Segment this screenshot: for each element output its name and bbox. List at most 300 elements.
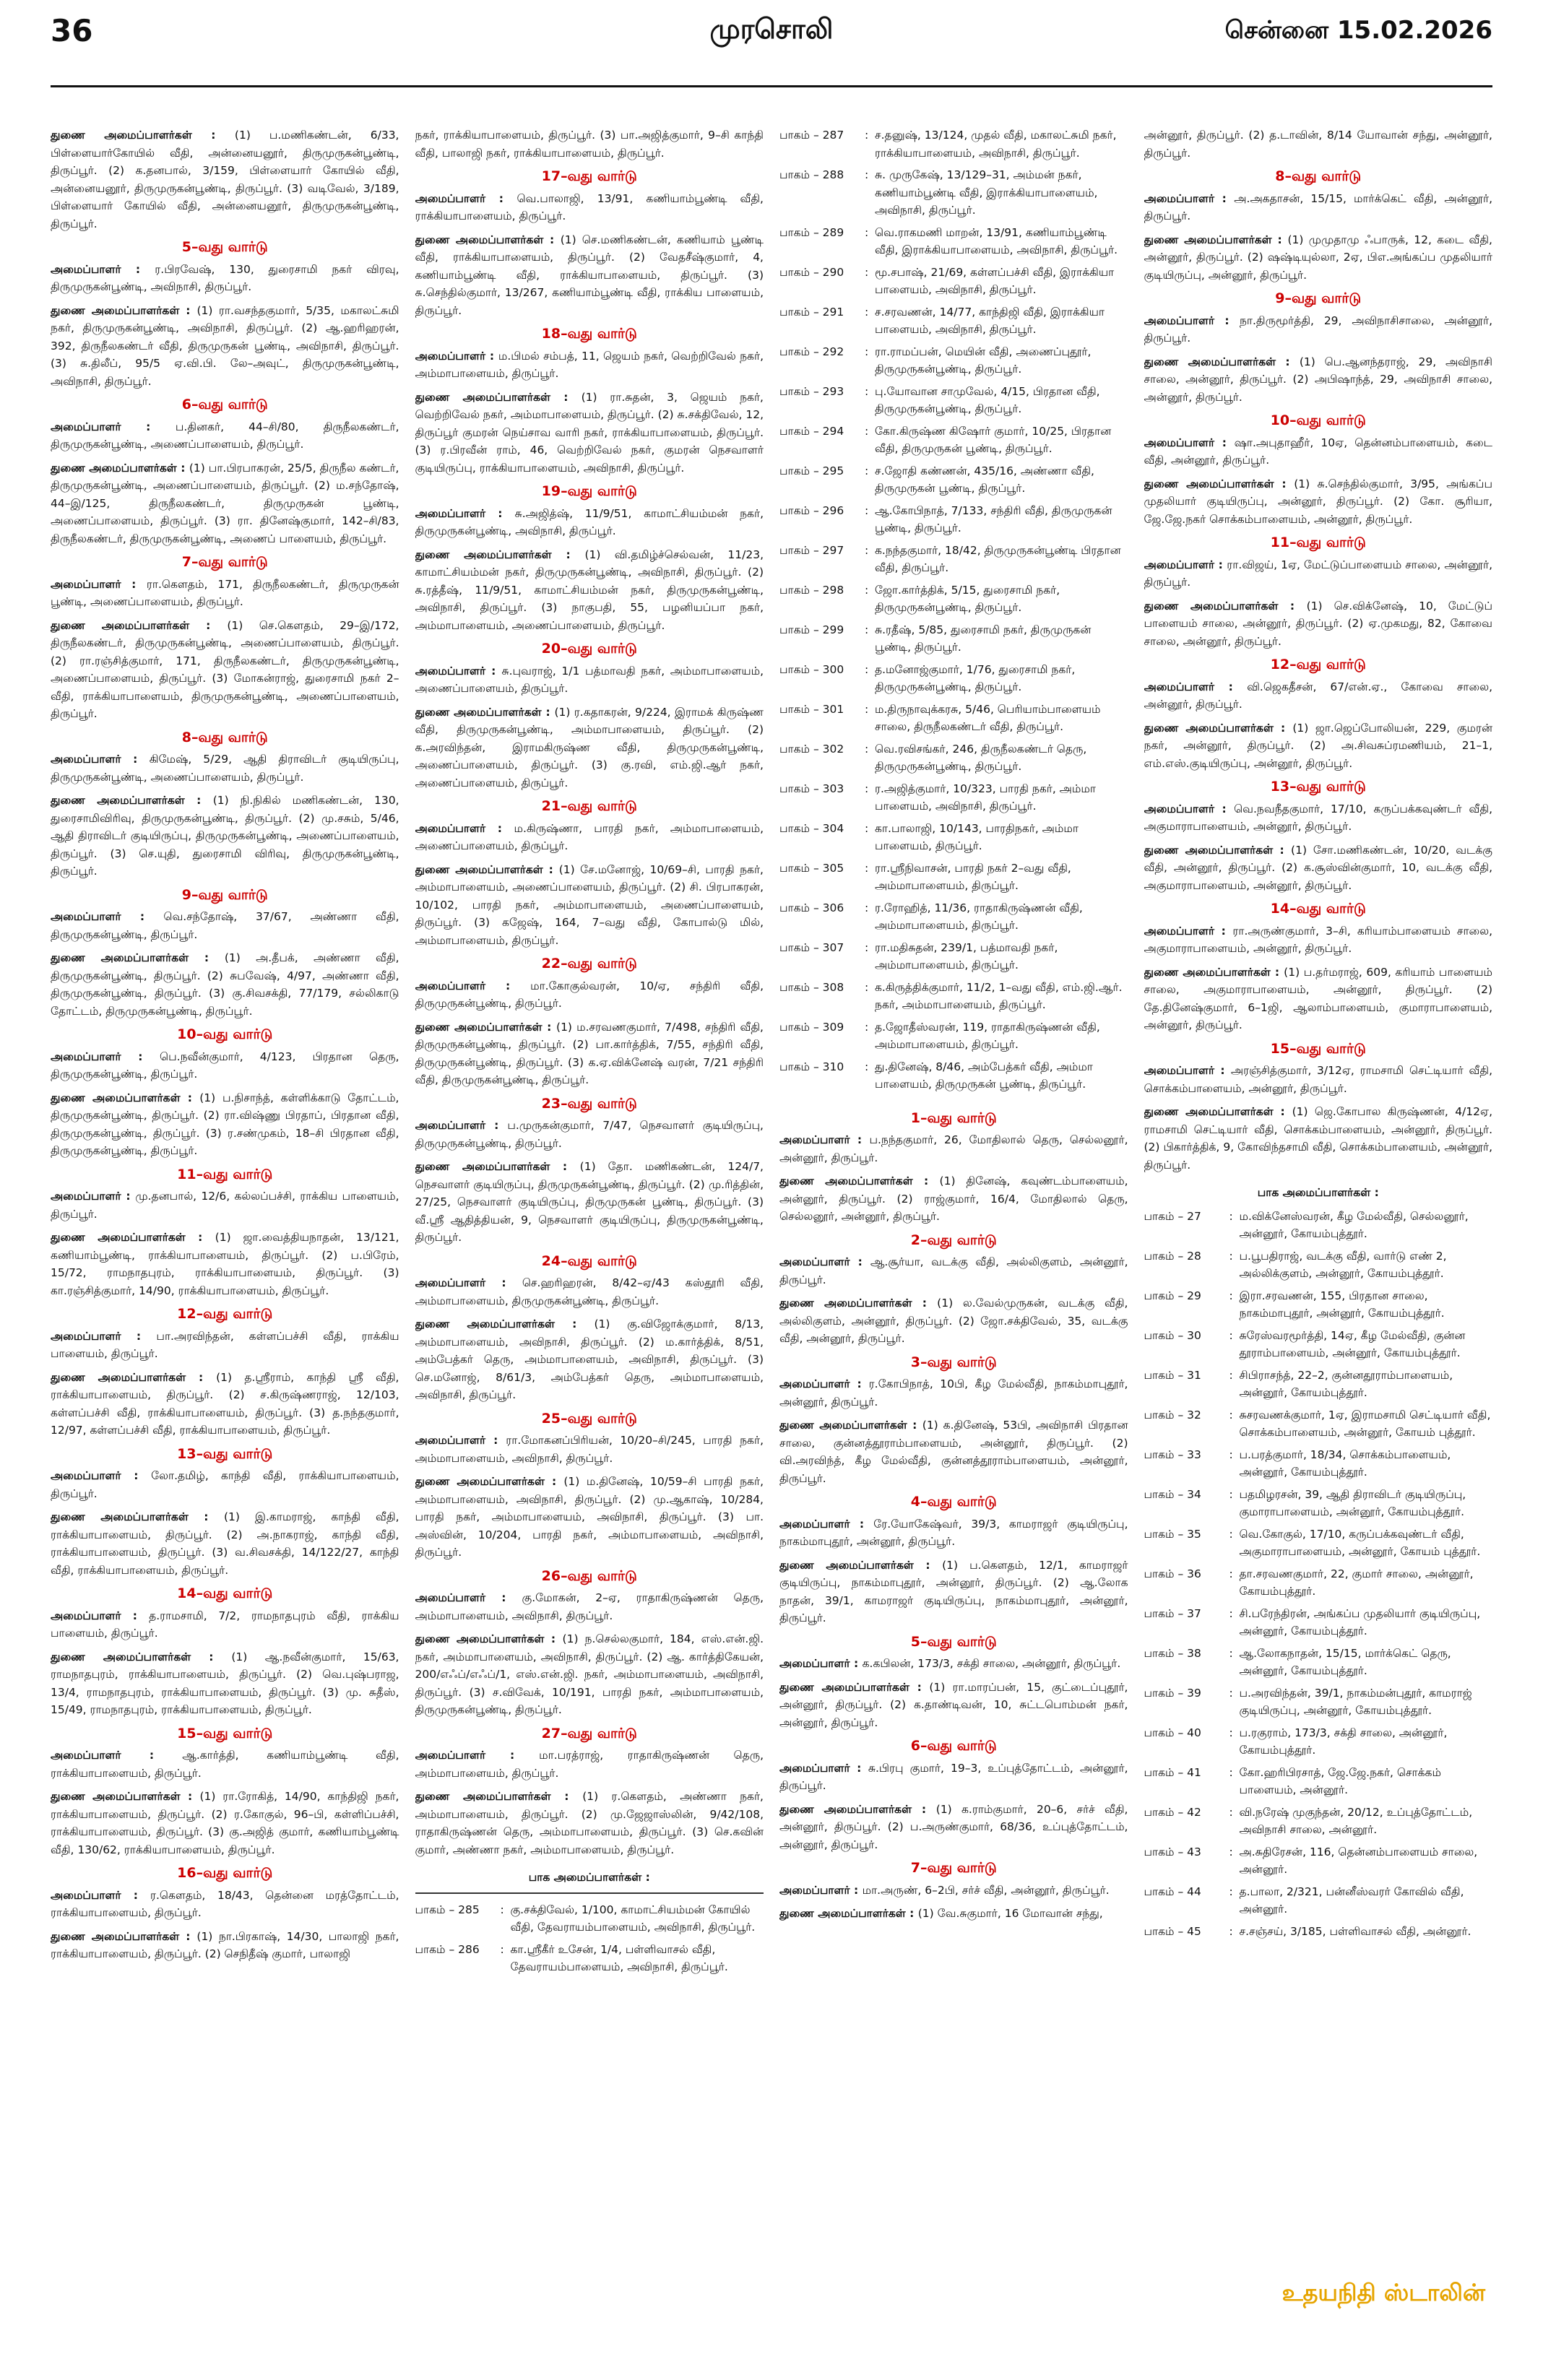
booth-person: த.மனோஜ்குமார், 1/76, துரைசாமி நகர், திருமுருகன்பூண்டி, திருப்பூர். — [875, 662, 1076, 693]
role-label: துணை அமைப்பாளர்கள் : — [51, 951, 225, 964]
booth-person: ப.அரவிந்தன், 39/1, நாகம்மன்புதூர், காமராஜ் குடியிருப்பு, அன்னூர், கோயம்புத்தூர். — [1239, 1686, 1472, 1717]
booth-number: பாகம் – 286 — [415, 1942, 480, 1956]
entry-text: ஷா.அபுதாஹீர், 10ஏ, தென்னம்பாளையம், கடை வீதி, அன்னூர், திருப்பூர். — [1144, 436, 1492, 467]
booth-row — [779, 502, 1128, 537]
booth-number: பாகம் – 295 — [779, 464, 844, 477]
booth-row — [1144, 1486, 1493, 1521]
role-label: துணை அமைப்பாளர்கள் : — [51, 1091, 200, 1104]
ward-heading: 3–வது வார்டு — [910, 1354, 997, 1370]
entry-paragraph — [415, 1018, 764, 1089]
ward-heading: 12–வது வார்டு — [177, 1306, 273, 1322]
entry-paragraph — [415, 347, 764, 383]
entry-paragraph — [415, 231, 764, 320]
entry-text: அன்னூர், திருப்பூர். (2) த.டாவின், 8/14 யோவான் சந்து, அன்னூர், திருப்பூர். — [1144, 129, 1492, 160]
ward-heading: 10–வது வார்டு — [177, 1026, 273, 1042]
booth-number: பாகம் – 29 — [1144, 1289, 1201, 1302]
colon: : — [1229, 1765, 1233, 1779]
booth-row — [779, 581, 1128, 617]
booth-person: தா.சரவணகுமார், 22, குமார் சாலை, அன்னூர், கோயம்புத்தூர். — [1239, 1567, 1474, 1598]
colon: : — [865, 901, 869, 914]
entry-paragraph — [415, 861, 764, 950]
role-label: அமைப்பாளர் : — [51, 577, 147, 591]
entry-text: க.கபிலன், 173/3, சக்தி சாலை, அன்னூர், திருப்பூர். — [862, 1657, 1121, 1670]
ward-heading: 12–வது வார்டு — [1270, 657, 1366, 672]
ward-heading: 16–வது வார்டு — [177, 1865, 273, 1881]
entry-paragraph — [1144, 1062, 1493, 1097]
entry-paragraph — [415, 1274, 764, 1310]
entry-text: (1) தோ. மணிகண்டன், 124/7, நெசவாளர் குடியிருப்பு, திருமுருகன்பூண்டி, திருப்பூர். (2) மு.ரித்தின், 27/25, நெசவாளர் குடியிருப்பு, திருமுருகன் பூண்டி, திருப்பூர். (3) வீ.ஸ்ரீ ஆதித்தியன், 9, நெசவாளர் குடியிருப்பு, திருமுருகன்பூண்டி, திருப்பூர். — [415, 1160, 764, 1244]
entry-paragraph — [415, 704, 764, 792]
entry-text: ரே.யோகேஷ்வர், 39/3, காமராஜர் குடியிருப்பு, நாகம்மாபுதூர், அன்னூர், திருப்பூர். — [779, 1517, 1128, 1548]
entry-paragraph — [1144, 475, 1493, 529]
booth-row — [779, 303, 1128, 339]
booth-row — [779, 423, 1128, 458]
role-label: துணை அமைப்பாளர்கள் : — [51, 1929, 197, 1943]
colon: : — [865, 861, 869, 875]
colon: : — [1229, 1845, 1233, 1858]
colon: : — [865, 821, 869, 835]
colon: : — [865, 1060, 869, 1073]
booth-row — [779, 264, 1128, 299]
entry-text: (1) செ.விக்னேஷ், 10, மேட்டுப் பாளையம் சாலை, அன்னூர், திருப்பூர். (2) ஏ.முகமது, 82, கோவை சாலை, அன்னூர், திருப்பூர். — [1144, 599, 1492, 648]
booth-row — [779, 224, 1128, 259]
booth-row — [1144, 1406, 1493, 1442]
entry-text: (1) ம.தினேஷ், 10/59–சி பாரதி நகர், அம்மாபாளையம், அவிநாசி, திருப்பூர். (2) மு.ஆகாஷ், 10/284, பாரதி நகர், அம்மாபாளையம், அவிநாசி, திருப்பூர். (3) பா. அஸ்வின், 10/204, பாரதி நகர், அம்மாபாளையம், அவிநாசி, திருப்பூர். — [415, 1475, 764, 1559]
colon: : — [865, 345, 869, 358]
entry-paragraph — [51, 1508, 399, 1579]
booth-number: பாகம் – 287 — [779, 129, 844, 142]
entry-text: (1) ந.செல்லகுமார், 184, எஸ்.என்.ஜி. நகர், அம்மாபாளையம், அவிநாசி, திருப்பூர். (2) ஆ. கார்த்திகேயன், 200/எஃப்/எஃப்/1, எஸ்.என்.ஜி. நகர், அம்மாபாளையம், அவிநாசி, திருப்பூர். (3) ச.விவேக், 10/191, பாரதி நகர், அம்மாபாளையம், திருமுருகன்பூண்டி, திருப்பூர். — [415, 1632, 764, 1716]
ward-heading: 5–வது வார்டு — [181, 239, 268, 255]
booth-person: கோ.ஹரிபிரசாத், ஜே.ஜே.நகர், சொக்கம் பாளையம், அன்னூர். — [1239, 1765, 1441, 1796]
role-label: துணை அமைப்பாளர்கள் : — [415, 1790, 583, 1803]
ward-heading: 22–வது வார்டு — [541, 956, 637, 972]
booth-row — [779, 979, 1128, 1014]
booth-number: பாகம் – 28 — [1144, 1249, 1201, 1263]
ward-heading: 13–வது வார்டு — [177, 1445, 273, 1462]
colon: : — [865, 265, 869, 279]
booth-person: கு.சக்திவேல், 1/100, காமாட்சியம்மன் கோயில் வீதி, தேவராயம்பாளையம், அவிநாசி, திருப்பூர். — [510, 1903, 756, 1934]
divider — [415, 1892, 764, 1894]
role-label: துணை அமைப்பாளர்கள் : — [415, 233, 561, 246]
entry-paragraph — [415, 1630, 764, 1719]
booth-person: வி.நரேஷ் முகுந்தன், 20/12, உப்புத்தோட்டம், அவிநாசி சாலை, அன்னூர். — [1239, 1805, 1473, 1836]
entry-text: ஆ.சூர்யா, வடக்கு வீதி, அல்லிகுளம், அன்னூர், திருப்பூர். — [779, 1255, 1128, 1286]
role-label: அமைப்பாளர் : — [1144, 924, 1233, 938]
entry-text: (1) ப.தர்மராஜ், 609, கரியாம் பாளையம் சாலை, அகுமாராபாளையம், அன்னூர், திருப்பூர். (2) தே.தினேஷ்குமார், 6–1ஜி, ஆலாம்பாளையம், குமாராபாளையம், அன்னூர், திருப்பூர். — [1144, 965, 1492, 1031]
booth-person: ச.தனுஷ், 13/124, முதல் வீதி, மகாலட்சுமி நகர், ராக்கியாபாளையம், அவிநாசி, திருப்பூர். — [875, 129, 1117, 160]
colon: : — [1229, 1368, 1233, 1382]
entry-paragraph — [415, 662, 764, 698]
entry-text: ப.தினகர், 44–சி/80, திருநீலகண்டர், திருமுருகன்பூண்டி, அணைப்பாளையம், திருப்பூர். — [51, 420, 399, 451]
role-label: அமைப்பாளர் : — [779, 1255, 870, 1268]
entry-text: (1) பெ.ஆனந்தராஜ், 29, அவிநாசி சாலை, அன்னூர், திருப்பூர். (2) அபிஷாந்த், 29, அவிநாசி சாலை, அன்னூர், திருப்பூர். — [1144, 355, 1492, 404]
booth-row — [779, 343, 1128, 378]
entry-text: லோ.தமிழ், காந்தி வீதி, ராக்கியாபாளையம், திருப்பூர். — [51, 1469, 399, 1500]
role-label: அமைப்பாளர் : — [1144, 191, 1235, 205]
booth-person: த.பாலா, 2/321, பன்னீஸ்வரர் கோவில் வீதி, அன்னூர். — [1239, 1884, 1464, 1916]
entry-text: (1) க.ராம்குமார், 20–6, சர்ச் வீதி, அன்னூர், திருப்பூர். (2) ப.அருண்குமார், 68/36, உப்புத்தோட்டம், அன்னூர், திருப்பூர். — [779, 1802, 1128, 1851]
entry-text: (1) ஆ.நவீன்குமார், 15/63, ராமநாதபுரம், ராக்கியாபாளையம், திருப்பூர். (2) வெ.புஷ்பராஜ, 13/4, ராமநாதபுரம், ராக்கியாபாளையம், திருப்பூர். (3) மு. சுதீஸ், 15/49, ராமநாதபுரம், ராக்கியாபாளையம், திருப்பூர். — [51, 1650, 399, 1716]
booth-number: பாகம் – 36 — [1144, 1567, 1201, 1580]
entry-text: (1) சு.செந்தில்குமார், 3/95, அங்கப்ப முதலியார் குடியிருப்பு, அன்னூர், திருப்பூர். (2) கோ. சூரியா, ஜே.ஜே.நகர் சொக்கம்பாளையம், அன்னூர், திருப்பூர். — [1144, 477, 1492, 526]
entry-paragraph — [779, 1882, 1128, 1900]
entry-paragraph — [415, 505, 764, 540]
ward-heading: 8–வது வார்டு — [1275, 168, 1362, 184]
edition-date: சென்னை 15.02.2026 — [1224, 16, 1492, 45]
entry-text: வெ.பாலாஜி, 13/91, கணியாம்பூண்டி வீதி, ராக்கியாபாளையம், திருப்பூர். — [415, 191, 764, 222]
ward-heading: 10–வது வார்டு — [1270, 412, 1366, 428]
booth-person: பதமிழரசன், 39, ஆதி திராவிடர் குடியிருப்பு, குமாராபாளையம், அன்னூர், கோயம்புத்தூர். — [1239, 1487, 1466, 1518]
role-label: துணை அமைப்பாளர்கள் : — [779, 1802, 936, 1816]
entry-text: வி.ஜெகதீசன், 67/என்.ஏ., கோவை சாலை, அன்னூர், திருப்பூர். — [1144, 680, 1492, 711]
booth-row — [779, 661, 1128, 696]
entry-paragraph — [779, 1253, 1128, 1289]
entry-paragraph — [51, 1089, 399, 1160]
entry-text: (1) நி.நிகில் மணிகண்டன், 130, துரைசாமிவிரிவு, திருமுருகன்பூண்டி, திருப்பூர். (2) மு.சசும், 5/46, ஆதி திராவிடர் குடியிருப்பு, திருமுருகன்பூண்டி, அணைப்பாளையம், திருப்பூர். (3) செ.யுதி, துரைசாமி விரிவு, திருமுருகன்பூண்டி, திருப்பூர். — [51, 794, 399, 878]
role-label: துணை அமைப்பாளர்கள் : — [51, 1510, 224, 1523]
entry-paragraph — [51, 1928, 399, 1963]
booth-person: க.கிருத்திக்குமார், 11/2, 1–வது வீதி, எம்.ஜி.ஆர். நகர், அம்மாபாளையம், திருப்பூர். — [875, 980, 1123, 1011]
entry-paragraph — [51, 617, 399, 723]
role-label: துணை அமைப்பாளர்கள் : — [1144, 355, 1300, 368]
column-1 — [51, 126, 399, 2358]
colon: : — [865, 742, 869, 756]
booth-person: வெ.கோகுல், 17/10, கருப்பக்கவுண்டர் வீதி, அகுமாராபாளையம், அன்னூர், கோயம் புத்தூர். — [1239, 1527, 1481, 1558]
role-label: அமைப்பாளர் : — [51, 1329, 157, 1343]
ward-heading: 8–வது வார்டு — [181, 729, 268, 745]
colon: : — [865, 623, 869, 636]
booth-row — [779, 939, 1128, 974]
booth-number: பாகம் – 294 — [779, 424, 844, 438]
entry-paragraph — [415, 546, 764, 635]
entry-text: (1) ஜா.ஜெப்போலியன், 229, குமரன் நகர், அன்னூர், திருப்பூர். (2) அ.சிவசுப்ரமணியம், 21–1, எம்.எஸ்.குடியிருப்பு, அன்னூர், திருப்பூர். — [1144, 721, 1492, 770]
booth-person: சுரேஸ்வரமூர்த்தி, 14ஏ, கீழ மேல்வீதி, குன்ன தூராம்பாளையம், அன்னூர், கோயம்புத்தூர். — [1239, 1328, 1466, 1359]
role-label: அமைப்பாளர் : — [415, 1119, 508, 1132]
role-label: அமைப்பாளர் : — [415, 349, 498, 363]
entry-text: (1) செ.கௌதம், 29–இ/172, திருநீலகண்டர், திருமுருகன்பூண்டி, அணைப்பாளையம், திருப்பூர். (2) ரா.ரஞ்சித்குமார், 171, திருநீலகண்டர், திருமுருகன்பூண்டி, அணைப்பாளையம், திருப்பூர். (3) மோகன்ராஜ், துரைசாமி நகர் 2–வீதி, ராக்கியாபாளையம், திருமுருகன்பூண்டி, அணைப்பாளையம், திருப்பூர். — [51, 618, 399, 720]
role-label: துணை அமைப்பாளர்கள் : — [1144, 965, 1284, 979]
colon: : — [865, 1020, 869, 1034]
role-label: அமைப்பாளர் : — [779, 1883, 863, 1897]
role-label: அமைப்பாளர் : — [415, 1276, 522, 1289]
booth-row — [1144, 1684, 1493, 1720]
booth-number: பாகம் – 302 — [779, 742, 844, 756]
booth-person: ரா.ராமப்பன், மெயின் வீதி, அணைப்புதூர், திருமுருகன்பூண்டி, திருப்பூர். — [875, 345, 1092, 376]
role-label: அமைப்பாளர் : — [1144, 313, 1240, 327]
booth-row — [1144, 1645, 1493, 1680]
entry-text: ர.பிரவேஷ், 130, துரைசாமி நகர் விரவு, திருமுருகன்பூண்டி, அவிநாசி, திருப்பூர். — [51, 262, 399, 293]
article-columns — [51, 126, 1492, 2358]
entry-text: (1) சே.மனோஜ், 10/69–சி, பாரதி நகர், அம்மாபாளையம், அணைப்பாளையம், திருப்பூர். (2) சி. பிரபாகரன், 10/102, பாரதி நகர், அம்மாபாளையம், அணைப்பாளையம், திருப்பூர். (3) கஜேஷ், 164, 7–வது வீதி, கோபால்டு மில், அம்மாபாளையம், திருப்பூர். — [415, 862, 764, 947]
entry-paragraph — [51, 1328, 399, 1363]
entry-paragraph — [1144, 190, 1493, 225]
booth-row — [779, 701, 1128, 736]
entry-paragraph — [415, 820, 764, 855]
entry-text: (1) நா.பிரகாஷ், 14/30, பாலாஜி நகர், ராக்கியாபாளையம், திருப்பூர். (2) செநிதீஷ் குமார், பாலாஜி — [51, 1929, 399, 1960]
role-label: துணை அமைப்பாளர்கள் : — [415, 390, 582, 404]
ward-heading: 7–வது வார்டு — [910, 1860, 997, 1876]
entry-text: (1) செ.மணிகண்டன், கணியாம் பூண்டி வீதி, ராக்கியாபாளையம், திருப்பூர். (2) வேதசீஷ்குமார், 4, கணியாம்பூண்டி வீதி, ராக்கியாபாளையம், திருப்பூர். (3) சு.செந்தில்குமார், 13/267, கணியாம்பூண்டி வீதி, ராக்கிய பாளையம், திருப்பூர். — [415, 233, 764, 317]
role-label: அமைப்பாளர் : — [415, 506, 515, 520]
colon: : — [500, 1942, 504, 1956]
colon: : — [865, 168, 869, 181]
entry-text: (1) ப.மணிகண்டன், 6/33, பிள்ளையார்கோயில் வீதி, அன்னையனூர், திருமுருகன்பூண்டி, திருப்பூர். (2) க.தனபால், 3/159, பிள்ளையார் கோயில் வீதி, அன்னையனூர், திருமுருகன்பூண்டி, திருப்பூர். (3) வடிவேல், 3/189, பிள்ளையார் கோயில் வீதி, அன்னையனூர், திருமுருகன்பூண்டி, திருப்பூர். — [51, 129, 399, 230]
entry-paragraph — [1144, 126, 1493, 162]
entry-paragraph — [415, 1473, 764, 1562]
colon: : — [1229, 1487, 1233, 1501]
booth-row — [779, 383, 1128, 418]
entry-paragraph — [1144, 597, 1493, 651]
entry-text: (1) ம.சரவணகுமார், 7/498, சந்திரி வீதி, திருமுருகன்பூண்டி, திருப்பூர். (2) பா.கார்த்திக், 7/55, சந்திரி வீதி, திருமுருகன்பூண்டி, திருப்பூர். (3) க.ஏ.விக்னேஷ் வரன், 7/21 சந்திரி வீதி, திருமுருகன்பூண்டி, திருப்பூர். — [415, 1020, 764, 1086]
booth-number: பாகம் – 296 — [779, 503, 844, 517]
booth-number: பாகம் – 33 — [1144, 1448, 1201, 1461]
booth-person: கா.பாலாஜி, 10/143, பாரதிநகர், அம்மா பாளையம், திருப்பூர். — [875, 821, 1079, 852]
entry-text: ர.கோபிநாத், 10பி, கீழ மேல்வீதி, நாகம்மாபுதூர், அன்னூர், திருப்பூர். — [779, 1377, 1128, 1408]
colon: : — [865, 384, 869, 398]
entry-text: ரா.அருண்குமார், 3–சி, கரியாம்பாளையம் சாலை, அகுமாராபாளையம், அன்னூர், திருப்பூர். — [1144, 924, 1492, 955]
role-label: துணை அமைப்பாளர்கள் : — [415, 705, 555, 719]
booth-number: பாகம் – 31 — [1144, 1368, 1201, 1382]
ward-heading: 23–வது வார்டு — [541, 1095, 637, 1112]
booth-person: ஜோ.கார்த்திக், 5/15, துரைசாமி நகர், திருமுருகன்பூண்டி, திருப்பூர். — [875, 583, 1060, 614]
booth-row — [1144, 1526, 1493, 1561]
role-label: துணை அமைப்பாளர்கள் : — [415, 1020, 557, 1034]
role-label: துணை அமைப்பாளர்கள் : — [779, 1419, 922, 1432]
role-label: அமைப்பாளர் : — [51, 1050, 160, 1063]
entry-paragraph — [415, 1747, 764, 1782]
entry-text: நா.திருமூர்த்தி, 29, அவிநாசிசாலை, அன்னூர், திருப்பூர். — [1144, 313, 1492, 345]
ward-heading: 6–வது வார்டு — [910, 1738, 997, 1754]
ward-heading: 11–வது வார்டு — [1270, 535, 1366, 550]
booth-number: பாகம் – 305 — [779, 861, 844, 875]
booth-number: பாகம் – 32 — [1144, 1408, 1201, 1421]
entry-paragraph — [51, 908, 399, 943]
booth-row — [1144, 1724, 1493, 1760]
booth-row — [1144, 1605, 1493, 1640]
role-label: துணை அமைப்பாளர்கள் : — [415, 1632, 563, 1645]
booth-person: ர.அஜித்குமார், 10/323, பாரதி நகர், அம்மா பாளையம், அவிநாசி, திருப்பூர். — [875, 782, 1096, 813]
entry-paragraph — [1144, 231, 1493, 285]
booth-person: சி.பரேந்திரன், அங்கப்ப முதலியார் குடியிருப்பு, அன்னூர், கோயம்புத்தூர். — [1239, 1606, 1481, 1637]
entry-text: அரஞ்சித்குமார், 3/12ஏ, ராமசாமி செட்டியார் வீதி, சொக்கம்பாளையம், அன்னூர், திருப்பூர். — [1144, 1064, 1492, 1095]
colon: : — [1229, 1408, 1233, 1421]
booth-number: பாகம் – 290 — [779, 265, 844, 279]
entry-paragraph — [779, 1557, 1128, 1627]
entry-paragraph — [415, 1589, 764, 1624]
booth-row — [1144, 1764, 1493, 1799]
booth-person: ரா.ஸ்ரீநிவாசன், பாரதி நகர் 2–வது வீதி, அம்மாபாளையம், திருப்பூர். — [875, 861, 1071, 892]
booth-number: பாகம் – 40 — [1144, 1726, 1201, 1739]
role-label: துணை அமைப்பாளர்கள் : — [779, 1297, 938, 1310]
entry-text: (1) இ.காமராஜ், காந்தி வீதி, ராக்கியாபாளையம், திருப்பூர். (2) அ.நாகராஜ், காந்தி வீதி, ராக்கியாபாளையம், திருப்பூர். (3) வ.சிவசக்தி, 14/122/27, காந்தி வீதி, ராக்கியாபாளையம், திருப்பூர். — [51, 1510, 399, 1577]
role-label: அமைப்பாளர் : — [415, 979, 531, 992]
role-label: துணை அமைப்பாளர்கள் : — [1144, 477, 1295, 490]
booth-person: சிபிராசந்த், 22–2, குன்னதூராம்பாளையம், அன்னூர், கோயம்புத்தூர். — [1239, 1368, 1453, 1399]
colon: : — [865, 662, 869, 676]
booth-number: பாகம் – 39 — [1144, 1686, 1201, 1700]
booth-person: ம.திருநாவுக்கரசு, 5/46, பெரியாம்பாளையம் சாலை, திருநீலகண்டர் வீதி, திருப்பூர். — [875, 702, 1101, 733]
entry-paragraph — [1144, 719, 1493, 773]
booth-row — [415, 1941, 764, 1976]
column-2 — [415, 126, 764, 2358]
role-label: துணை அமைப்பாளர்கள் : — [51, 1231, 215, 1244]
role-label: அமைப்பாளர் : — [51, 262, 155, 276]
colon: : — [865, 782, 869, 795]
booth-person: ம.விக்னேஸ்வரன், கீழ மேல்வீதி, செல்லனூர், அன்னூர், கோயம்புத்தூர். — [1239, 1209, 1469, 1240]
entry-paragraph — [779, 1375, 1128, 1411]
entry-paragraph — [415, 977, 764, 1013]
booth-row — [779, 1058, 1128, 1094]
role-label: அமைப்பாளர் : — [1144, 680, 1248, 693]
entry-paragraph — [1144, 353, 1493, 407]
booth-row — [1144, 1843, 1493, 1879]
ward-heading: 2–வது வார்டு — [910, 1232, 997, 1248]
booth-row — [779, 820, 1128, 855]
booth-row — [779, 1018, 1128, 1054]
booth-row — [1144, 1287, 1493, 1323]
role-label: அமைப்பாளர் : — [51, 1749, 183, 1762]
colon: : — [500, 1903, 504, 1916]
booth-person: சு. முருகேஷ், 13/129–31, அம்மன் நகர், கணியாம்பூண்டி வீதி, இராக்கியாபாளையம், அவிநாசி, திருப்பூர். — [875, 168, 1098, 217]
entry-paragraph — [51, 1788, 399, 1858]
column-3 — [779, 126, 1128, 2358]
booth-person: ப.ரகுராம், 173/3, சக்தி சாலை, அன்னூர், கோயம்புத்தூர். — [1239, 1726, 1448, 1757]
booth-row — [779, 780, 1128, 815]
booth-row — [1144, 1883, 1493, 1918]
colon: : — [865, 424, 869, 438]
newspaper-title: முரசொலி — [709, 13, 834, 45]
role-label: அமைப்பாளர் : — [51, 1469, 152, 1482]
booth-row — [779, 462, 1128, 498]
booth-number: பாகம் – 299 — [779, 623, 844, 636]
entry-text: ரா.கௌதம், 171, திருநீலகண்டர், திருமுருகன் பூண்டி, அணைப்பாளையம், திருப்பூர். — [51, 577, 399, 608]
booth-row — [779, 899, 1128, 935]
entry-paragraph — [1144, 800, 1493, 836]
booth-number: பாகம் – 38 — [1144, 1646, 1201, 1660]
role-label: அமைப்பாளர் : — [415, 1591, 522, 1604]
entry-paragraph — [415, 1788, 764, 1858]
role-label: துணை அமைப்பாளர்கள் : — [51, 129, 235, 142]
ward-heading: 15–வது வார்டு — [1270, 1040, 1366, 1057]
role-label: துணை அமைப்பாளர்கள் : — [51, 618, 228, 632]
booth-number: பாகம் – 308 — [779, 980, 844, 994]
entry-paragraph — [415, 1117, 764, 1152]
role-label: துணை அமைப்பாளர்கள் : — [415, 1160, 580, 1173]
colon: : — [865, 129, 869, 142]
role-label: துணை அமைப்பாளர்கள் : — [415, 1475, 564, 1488]
signature: உதயநிதி ஸ்டாலின் — [1281, 2279, 1485, 2306]
booth-row — [779, 126, 1128, 162]
ward-heading: 11–வது வார்டு — [177, 1166, 273, 1182]
booth-number: பாகம் – 310 — [779, 1060, 844, 1073]
booth-number: பாகம் – 293 — [779, 384, 844, 398]
entry-text: ப.நந்தகுமார், 26, மோதிலால் தெரு, செல்லனூர், அன்னூர், திருப்பூர். — [779, 1133, 1128, 1164]
booth-number: பாகம் – 42 — [1144, 1805, 1201, 1819]
section-subheading: பாக அமைப்பாளர்கள் : — [528, 1871, 650, 1884]
entry-paragraph — [51, 261, 399, 296]
colon: : — [1229, 1924, 1233, 1938]
role-label: துணை அமைப்பாளர்கள் : — [51, 461, 189, 475]
booth-person: பு.யோவான சாமுவேல், 4/15, பிரதான வீதி, திருமுருகன்பூண்டி, திருப்பூர். — [875, 384, 1100, 415]
entry-text: (1) ல.வேல்முருகன், வடக்கு வீதி, அல்லிகுளம், அன்னூர், திருப்பூர். (2) ஜோ.சக்திவேல், 35, வடக்கு வீதி, அன்னூர், திருப்பூர். — [779, 1297, 1128, 1345]
role-label: அமைப்பாளர் : — [779, 1377, 869, 1390]
colon: : — [1229, 1805, 1233, 1819]
entry-paragraph — [779, 1655, 1128, 1673]
booth-row — [779, 621, 1128, 657]
entry-text: சு.பிரபு குமார், 19–3, உப்புத்தோட்டம், அன்னூர், திருப்பூர். — [779, 1761, 1128, 1792]
booth-number: பாகம் – 44 — [1144, 1884, 1201, 1898]
booth-number: பாகம் – 292 — [779, 345, 844, 358]
entry-text: (1) ர.கதாகரன், 9/224, இராமக் கிருஷ்ண வீதி, திருமுருகன்பூண்டி, அம்மாபாளையம், திருப்பூர். (2) க.அரவிந்தன், இராமகிருஷ்ண வீதி, திருமுருகன்பூண்டி, அணைப்பாளையம், திருப்பூர். (3) கு.ரவி, எம்.ஜி.ஆர் நகர், அணைப்பாளையம், திருப்பூர். — [415, 705, 764, 789]
ward-heading: 5–வது வார்டு — [910, 1633, 997, 1650]
role-label: அமைப்பாளர் : — [51, 1609, 150, 1622]
booth-person: ப.பரத்குமார், 18/34, சொக்கம்பாளையம், அன்னூர், கோயம்புத்தூர். — [1239, 1448, 1451, 1479]
booth-row — [779, 740, 1128, 776]
colon: : — [1229, 1209, 1233, 1223]
role-label: அமைப்பாளர் : — [51, 753, 150, 766]
entry-text: (1) ரா.ரோகித், 14/90, காந்திஜி நகர், ராக்கியாபாளையம், திருப்பூர். (2) ர.கோகுல், 96–பி, கள்ளிப்பச்சி, ராக்கியாபாளையம், திருப்பூர். (3) கு.அஜித் குமார், கணியாம்பூண்டி வீதி, 130/62, ராக்கியாபாளையம், திருப்பூர். — [51, 1790, 399, 1856]
entry-text: (1) வே.சுகுமார், 16 மோவான் சந்து, — [917, 1907, 1103, 1920]
ward-heading: 20–வது வார்டு — [541, 641, 637, 657]
entry-paragraph — [51, 459, 399, 548]
entry-paragraph — [51, 1887, 399, 1922]
booth-number: பாகம் – 27 — [1144, 1209, 1201, 1223]
booth-person: க.நந்தகுமார், 18/42, திருமுருகன்பூண்டி பிரதான வீதி, திருப்பூர். — [875, 543, 1121, 574]
entry-paragraph — [1144, 434, 1493, 469]
booth-row — [1144, 1327, 1493, 1362]
ward-heading: 1–வது வார்டு — [910, 1109, 997, 1126]
role-label: அமைப்பாளர் : — [779, 1133, 870, 1146]
booth-number: பாகம் – 300 — [779, 662, 844, 676]
entry-paragraph — [51, 1369, 399, 1440]
booth-number: பாகம் – 303 — [779, 782, 844, 795]
ward-heading: 13–வது வார்டு — [1270, 779, 1366, 795]
entry-paragraph — [779, 1131, 1128, 1167]
entry-text: (1) தினேஷ், கவுண்டம்பாளையம், அன்னூர், திருப்பூர். (2) ராஜ்குமார், 16/4, மோதிலால் தெரு, செல்லனூர், அன்னூர், திருப்பூர். — [779, 1174, 1128, 1223]
entry-paragraph — [51, 126, 399, 233]
entry-text: ம.கிருஷ்ணா, பாரதி நகர், அம்மாபாளையம், அணைப்பாளையம், திருப்பூர். — [415, 821, 764, 852]
entry-text: வெ.நவநீதகுமார், 17/10, கருப்பக்கவுண்டர் வீதி, அகுமாராபாளையம், அன்னூர், திருப்பூர். — [1144, 802, 1492, 833]
entry-paragraph — [779, 1760, 1128, 1795]
entry-text: வெ.சந்தோஷ், 37/67, அண்ணா வீதி, திருமுருகன்பூண்டி, திருப்பூர். — [51, 910, 399, 941]
role-label: துணை அமைப்பாளர்கள் : — [1144, 599, 1307, 613]
ward-heading: 18–வது வார்டு — [541, 326, 637, 342]
booth-number: பாகம் – 43 — [1144, 1845, 1201, 1858]
booth-person: து.தினேஷ், 8/46, அம்பேத்கர் வீதி, அம்மா பாளையம், திருமுருகன் பூண்டி, திருப்பூர். — [875, 1060, 1093, 1091]
entry-text: (1) வி.தமிழ்ச்செல்வன், 11/23, காமாட்சியம்மன் நகர், திருமுருகன்பூண்டி, அவிநாசி, திருப்பூர். (2) சு.ரத்தீஷ், 11/9/51, காமாட்சியம்மன் நகர், திருமுருகன்பூண்டி, அவிநாசி, திருப்பூர். (3) நாகுபதி, 55, பழனியப்பா நகர், அம்மாபாளையம், அணைப்பாளையம், திருப்பூர். — [415, 548, 764, 632]
role-label: அமைப்பாளர் : — [51, 420, 176, 433]
booth-number: பாகம் – 291 — [779, 305, 844, 319]
colon: : — [865, 583, 869, 597]
booth-person: கோ.கிருஷ்ண கிஷோர் குமார், 10/25, பிரதான வீதி, திருமுருகன் பூண்டி, திருப்பூர். — [875, 424, 1112, 455]
colon: : — [1229, 1686, 1233, 1700]
booth-number: பாகம் – 34 — [1144, 1487, 1201, 1501]
role-label: துணை அமைப்பாளர்கள் : — [51, 1650, 232, 1663]
entry-paragraph — [1144, 841, 1493, 895]
entry-text: (1) ர.கௌதம், அண்ணா நகர், அம்மாபாளையம், திருப்பூர். (2) மு.ஜேஜாஸ்லின், 9/42/108, ராதாகிருஷ்ணன் தெரு, அம்மாபாளையம், திருப்பூர். (3) செ.கவின் குமார், அண்ணா நகர், அம்மாபாளையம், திருப்பூர். — [415, 1790, 764, 1856]
entry-text: ரா.மோகனப்பிரியன், 10/20–சி/245, பாரதி நகர், அம்மாபாளையம், அவிநாசி, திருப்பூர். — [415, 1434, 764, 1465]
booth-person: அ.சுதிரேசன், 116, தென்னம்பாளையம் சாலை, அன்னூர். — [1239, 1845, 1478, 1876]
entry-text: செ.ஹரிஹரன், 8/42–ஏ/43 கஸ்தூரி வீதி, அம்மாபாளையம், திருமுருகன்பூண்டி, திருப்பூர். — [415, 1276, 764, 1307]
role-label: துணை அமைப்பாளர்கள் : — [51, 1790, 200, 1803]
colon: : — [1229, 1289, 1233, 1302]
role-label: துணை அமைப்பாளர்கள் : — [779, 1680, 930, 1694]
colon: : — [865, 305, 869, 319]
ward-heading: 26–வது வார்டு — [541, 1567, 637, 1584]
entry-paragraph — [779, 1172, 1128, 1226]
colon: : — [865, 702, 869, 716]
